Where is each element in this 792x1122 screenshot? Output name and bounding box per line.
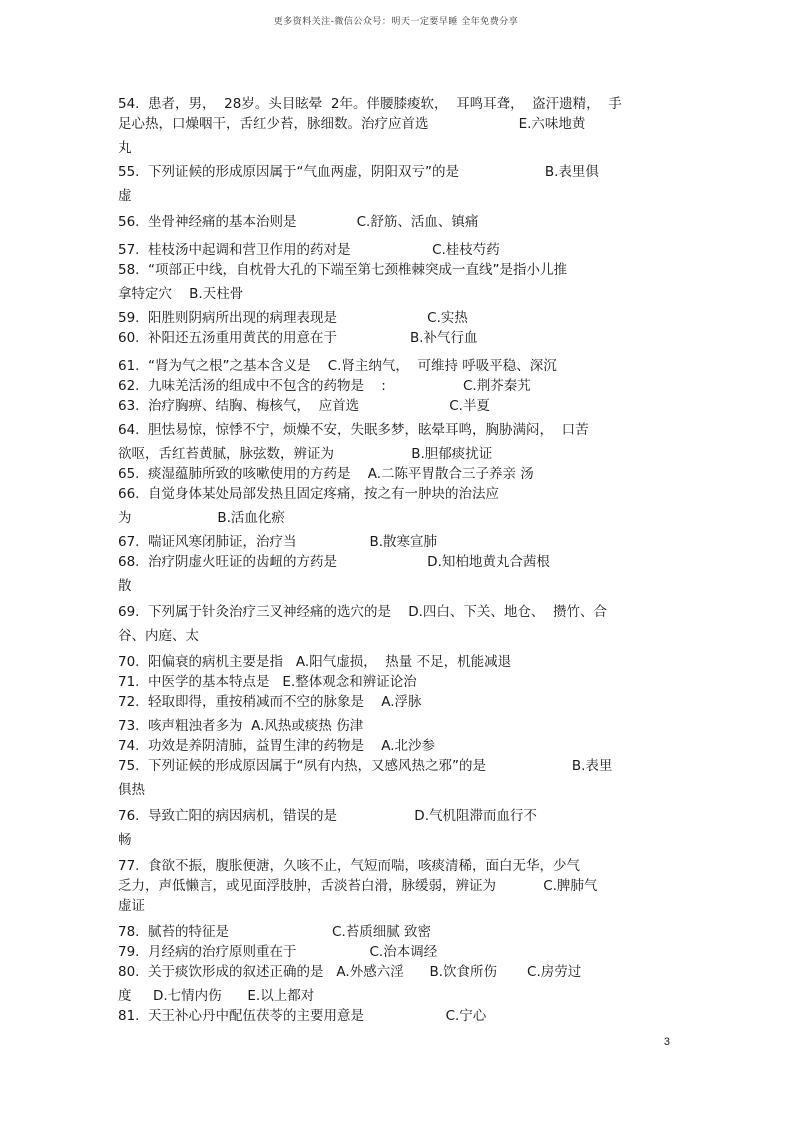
question-line: 59. 阳胜则阴病所出现的病理表现是 C.实热: [118, 310, 468, 326]
question-line: 丸: [118, 140, 132, 156]
question-line: 79. 月经病的治疗原则重在于 C.治本调经: [118, 944, 438, 960]
question-line: 57. 桂枝汤中起调和营卫作用的药对是 C.桂枝芍药: [118, 242, 500, 258]
question-line: 俱热: [118, 782, 145, 798]
question-line: 73. 咳声粗浊者多为 A.风热或痰热 伤津: [118, 718, 364, 734]
question-line: 60. 补阳还五汤重用黄芪的用意在于 B.补气行血: [118, 330, 478, 346]
question-line: 拿特定穴 B.天柱骨: [118, 286, 244, 302]
question-line: 为 B.活血化瘀: [118, 510, 285, 526]
question-line: 65. 痰湿蕴肺所致的咳嗽使用的方药是 A.二陈平胃散合三子养亲 汤: [118, 466, 534, 482]
question-line: 54. 患者，男， 28岁。头目眩晕 2年。伴腰膝痠软， 耳鸣耳聋， 盗汗遗精， 手: [118, 96, 622, 112]
question-line: 69. 下列属于针灸治疗三叉神经痛的选穴的是 D.四白、下关、地仓、 攒竹、合: [118, 604, 607, 620]
question-line: 68. 治疗阴虚火旺证的齿衄的方药是 D.知柏地黄丸合茜根: [118, 554, 550, 570]
question-line: 64. 胆怯易惊，惊悸不宁，烦燥不安，失眠多梦，眩晕耳鸣，胸胁满闷， 口苦: [118, 422, 589, 438]
question-line: 72. 轻取即得，重按稍减而不空的脉象是 A.浮脉: [118, 694, 422, 710]
question-line: 度 D.七情内伤 E.以上都对: [118, 988, 315, 1004]
question-line: 77. 食欲不振，腹胀便溏，久咳不止，气短而喘，咳痰清稀，面白无华，少气: [118, 858, 581, 874]
question-line: 81. 天王补心丹中配伍茯苓的主要用意是 C.宁心: [118, 1008, 487, 1024]
question-line: 58. “项部正中线，自枕骨大孔的下端至第七颈椎棘突成一直线”是指小儿推: [118, 262, 568, 278]
page-number: 3: [663, 1036, 670, 1048]
page-header: 更多资料关注-微信公众号：明天一定要早睡 全年免费分享: [273, 17, 519, 27]
question-line: 70. 阳偏衰的病机主要是指 A.阳气虚损， 热量 不足，机能减退: [118, 654, 512, 670]
question-line: 谷、内庭、太: [118, 628, 199, 644]
question-line: 66. 自觉身体某处局部发热且固定疼痛，按之有一肿块的治法应: [118, 486, 500, 502]
question-line: 80. 关于痰饮形成的叙述正确的是 A.外感六淫 B.饮食所伤 C.房劳过: [118, 964, 582, 980]
question-line: 63. 治疗胸痹、结胸、梅核气， 应首选 C.半夏: [118, 398, 490, 414]
question-line: 74. 功效是养阴清肺，益胃生津的药物是 A.北沙参: [118, 738, 436, 754]
question-line: 畅: [118, 832, 132, 848]
question-line: 55. 下列证候的形成原因属于“气血两虚，阴阳双亏”的是 B.表里俱: [118, 164, 599, 180]
question-line: 75. 下列证候的形成原因属于“夙有内热，又感风热之邪”的是 B.表里: [118, 758, 613, 774]
question-line: 62. 九味羌活汤的组成中不包含的药物是 : C.荆芥秦艽: [118, 378, 531, 394]
question-line: 56. 坐骨神经痛的基本治则是 C.舒筋、活血、镇痛: [118, 214, 479, 230]
question-line: 76. 导致亡阳的病因病机，错误的是 D.气机阻滞而血行不: [118, 808, 537, 824]
question-line: 虚证: [118, 898, 145, 914]
question-line: 虚: [118, 188, 132, 204]
question-line: 散: [118, 578, 132, 594]
question-line: 足心热，口燥咽干，舌红少苔，脉细数。治疗应首选 E.六味地黄: [118, 116, 586, 132]
question-line: 61. “肾为气之根”之基本含义是 C.肾主纳气， 可维持 呼吸平稳、深沉: [118, 358, 557, 374]
question-line: 78. 腻苔的特征是 C.苔质细腻 致密: [118, 924, 432, 940]
question-line: 乏力，声低懒言，或见面浮肢肿，舌淡苔白滑，脉缓弱，辨证为 C.脾肺气: [118, 878, 598, 894]
question-line: 71. 中医学的基本特点是 E.整体观念和辨证论治: [118, 674, 417, 690]
question-line: 67. 喘证风寒闭肺证，治疗当 B.散寒宣肺: [118, 534, 438, 550]
question-line: 欲呕，舌红苔黄腻，脉弦数，辨证为 B.胆郁痰扰证: [118, 446, 493, 462]
question-list: [118, 94, 678, 1026]
